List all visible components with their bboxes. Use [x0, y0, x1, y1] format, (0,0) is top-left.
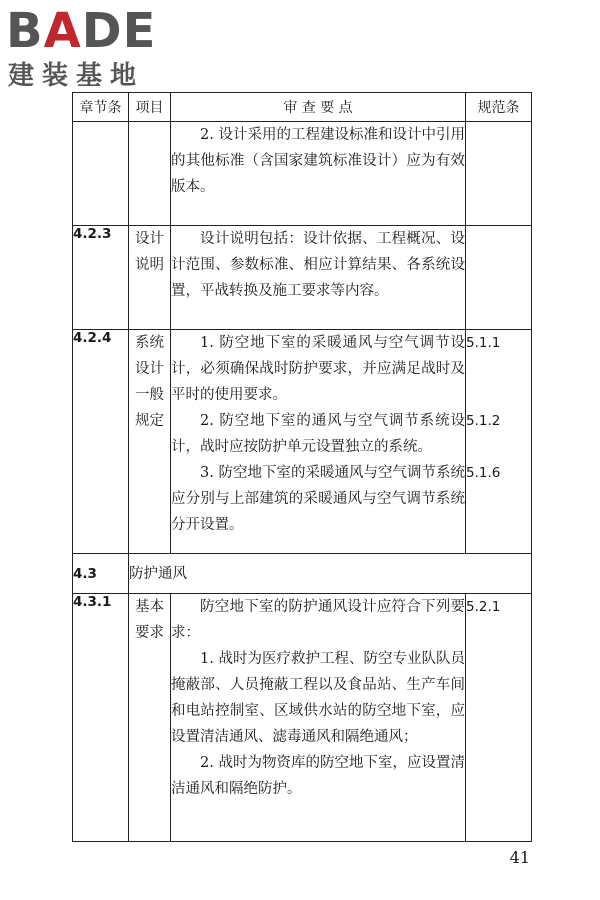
brand-wordmark: BADE — [6, 3, 157, 59]
content-paragraph: 3. 防空地下室的采暖通风与空气调节系统应分别与上部建筑的采暖通风与空气调节系统分开设置。 — [171, 465, 465, 533]
row-section: 4.3 — [73, 554, 129, 594]
norm-ref: 5.1.2 — [466, 413, 501, 429]
row-item: 基本要求 — [129, 594, 171, 842]
row-norm — [466, 330, 532, 554]
row-section — [73, 122, 129, 226]
header-section: 章节条 — [73, 93, 129, 122]
row-item: 设计说明 — [129, 226, 171, 330]
content-paragraph: 1. 防空地下室的采暖通风与空气调节设计，必须确保战时防护要求，并应满足战时及平时的使用要求。 — [171, 335, 465, 403]
norm-ref: 5.1.6 — [466, 465, 501, 481]
brand-subtitle: 建装基地 — [8, 61, 145, 91]
row-norm — [466, 594, 532, 842]
table-row — [73, 122, 532, 226]
table-row — [73, 554, 532, 594]
row-content — [171, 122, 466, 226]
norm-ref: 5.1.1 — [466, 335, 501, 351]
row-content — [171, 226, 466, 330]
row-section: 4.3.1 — [73, 594, 129, 842]
content-paragraph: 2. 设计采用的工程建设标准和设计中引用的其他标准（含国家建筑标准设计）应为有效版本。 — [171, 127, 465, 195]
norm-ref: 5.2.1 — [466, 599, 501, 615]
row-norm — [466, 122, 532, 226]
table-row — [73, 594, 532, 842]
row-content — [171, 330, 466, 554]
page-number: 41 — [509, 848, 530, 867]
row-item — [129, 122, 171, 226]
row-norm — [466, 226, 532, 330]
row-section: 4.2.4 — [73, 330, 129, 554]
content-paragraph: 2. 战时为物资库的防空地下室，应设置清洁通风和隔绝防护。 — [171, 755, 465, 797]
content-paragraph: 防空地下室的防护通风设计应符合下列要求： — [171, 599, 465, 641]
row-title: 防护通风 — [129, 554, 532, 594]
content-paragraph: 2. 防空地下室的通风与空气调节系统设计，战时应按防护单元设置独立的系统。 — [171, 413, 465, 455]
review-table — [72, 92, 532, 842]
content-paragraph: 设计说明包括：设计依据、工程概况、设计范围、参数标准、相应计算结果、各系统设置，平战转换及施工要求等内容。 — [171, 231, 465, 299]
brand-logo — [6, 3, 181, 96]
row-content — [171, 594, 466, 842]
table-header-row — [73, 93, 532, 122]
header-norm: 规范条 — [466, 93, 532, 122]
row-item: 系统设计一般规定 — [129, 330, 171, 554]
content-paragraph: 1. 战时为医疗救护工程、防空专业队队员掩蔽部、人员掩蔽工程以及食品站、生产车间和电站控制室、区域供水站的防空地下室，应设置清洁通风、滤毒通风和隔绝通风； — [171, 651, 465, 745]
header-item: 项目 — [129, 93, 171, 122]
header-content: 审 查 要 点 — [171, 93, 466, 122]
table-row — [73, 330, 532, 554]
table-row — [73, 226, 532, 330]
row-section: 4.2.3 — [73, 226, 129, 330]
